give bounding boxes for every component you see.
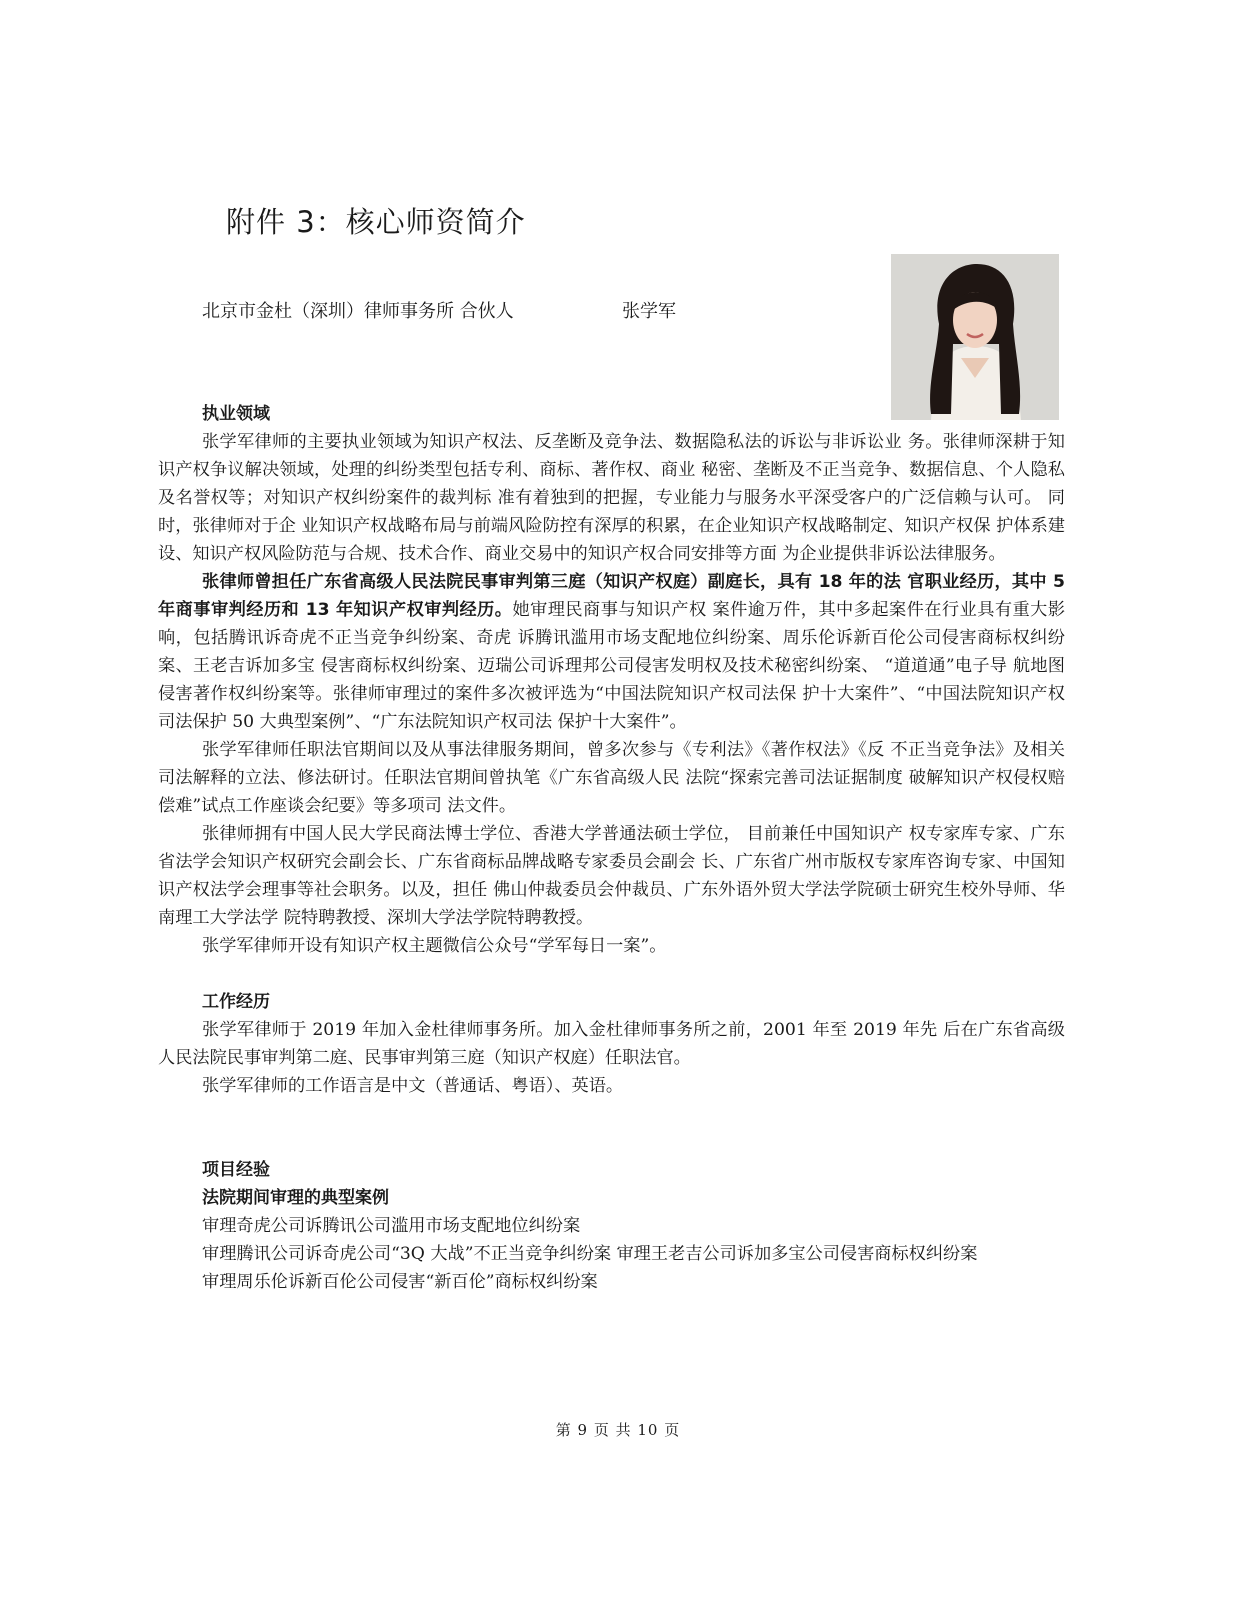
- lawyer-intro: [202, 297, 676, 323]
- practice-paragraph-1: 张学军律师的主要执业领域为知识产权法、反垄断及竞争法、数据隐私法的诉讼与非诉讼业 务。张律师深耕于知识产权争议解决领域，处理的纠纷类型包括专利、商标、著作权、商业 秘密、垄断及不正当竞争、数据信息、个人隐私及名誉权等；对知识产权纠纷案件的裁判标 准有着独到的把握，专业能力与服务水平深受客户的广泛信赖与认可。 同时，张律师对于企 业知识产权战略布局与前端风险防控有深厚的积累，在企业知识产权战略制定、知识产权保 护体系建设、知识产权风险防范与合规、技术合作、商业交易中的知识产权合同安排等方面 为企业提供非诉讼法律服务。: [158, 432, 1065, 564]
- practice-paragraph-4: 张律师拥有中国人民大学民商法博士学位、香港大学普通法硕士学位， 目前兼任中国知识产 权专家库专家、广东省法学会知识产权研究会副会长、广东省商标品牌战略专家委员会副会 长、广东省广州市版权专家库咨询专家、中国知识产权法学会理事等社会职务。以及，担任 佛山仲裁委员会仲裁员、广东外语外贸大学法学院硕士研究生校外导师、华南理工大学法学 院特聘教授、深圳大学法学院特聘教授。: [158, 824, 1065, 928]
- practice-paragraph-2-bold: 张律师曾担任广东省高级人民法院民事审判第三庭（知识产权庭）副庭长，具有 18 年的法 官职业经历，其中 5 年商事审判经历和 13 年知识产权审判经历。: [158, 572, 1065, 620]
- practice-paragraph-2: [158, 568, 1065, 736]
- work-paragraph-2: 张学军律师的工作语言是中文（普通话、粤语）、英语。: [202, 1076, 624, 1096]
- page-footer: 第 9 页 共 10 页: [555, 1421, 681, 1439]
- section-subheading-cases: 法院期间审理的典型案例: [202, 1188, 389, 1208]
- firm-role: 北京市金杜（深圳）律师事务所 合伙人: [202, 301, 514, 322]
- practice-paragraph-3: 张学军律师任职法官期间以及从事法律服务期间，曾多次参与《专利法》《著作权法》《反 不正当竞争法》及相关司法解释的立法、修法研讨。任职法官期间曾执笔《广东省高级人民 法院“探索完善司法证据制度 破解知识产权侵权赔偿难”试点工作座谈会纪要》等多项司 法文件。: [158, 740, 1065, 816]
- portrait-illustration: [891, 254, 1059, 420]
- document-body: [158, 400, 1065, 1296]
- practice-paragraph-5: 张学军律师开设有知识产权主题微信公众号“学军每日一案”。: [202, 936, 667, 956]
- lawyer-portrait-photo: [891, 254, 1059, 420]
- section-heading-work: 工作经历: [202, 992, 270, 1012]
- case-item: 审理奇虎公司诉腾讯公司滥用市场支配地位纠纷案: [202, 1216, 581, 1236]
- section-heading-projects: 项目经验: [202, 1160, 270, 1180]
- page-title: 附件 3：核心师资简介: [226, 205, 526, 239]
- lawyer-name: 张学军: [622, 301, 676, 322]
- practice-paragraph-2-rest: 她审理民商事与知识产权 案件逾万件，其中多起案件在行业具有重大影响，包括腾讯诉奇虎不正当竞争纠纷案、奇虎 诉腾讯滥用市场支配地位纠纷案、周乐伦诉新百伦公司侵害商标权纠纷案、王老吉诉加多宝 侵害商标权纠纷案、迈瑞公司诉理邦公司侵害发明权及技术秘密纠纷案、 “道道通”电子导 航地图侵害著作权纠纷案等。张律师审理过的案件多次被评选为“中国法院知识产权司法保 护十大案件”、“中国法院知识产权司法保护 50 大典型案例”、“广东法院知识产权司法 保护十大案件”。: [158, 600, 1066, 732]
- work-paragraph-1: 张学军律师于 2019 年加入金杜律师事务所。加入金杜律师事务所之前，2001 年至 2019 年先 后在广东省高级人民法院民事审判第二庭、民事审判第三庭（知识产权庭）任职法官。: [158, 1020, 1065, 1068]
- section-heading-practice: 执业领域: [202, 404, 270, 424]
- case-item: 审理周乐伦诉新百伦公司侵害“新百伦”商标权纠纷案: [202, 1272, 598, 1292]
- case-item: 审理腾讯公司诉奇虎公司“3Q 大战”不正当竞争纠纷案 审理王老吉公司诉加多宝公司侵害商标权纠纷案: [202, 1244, 978, 1264]
